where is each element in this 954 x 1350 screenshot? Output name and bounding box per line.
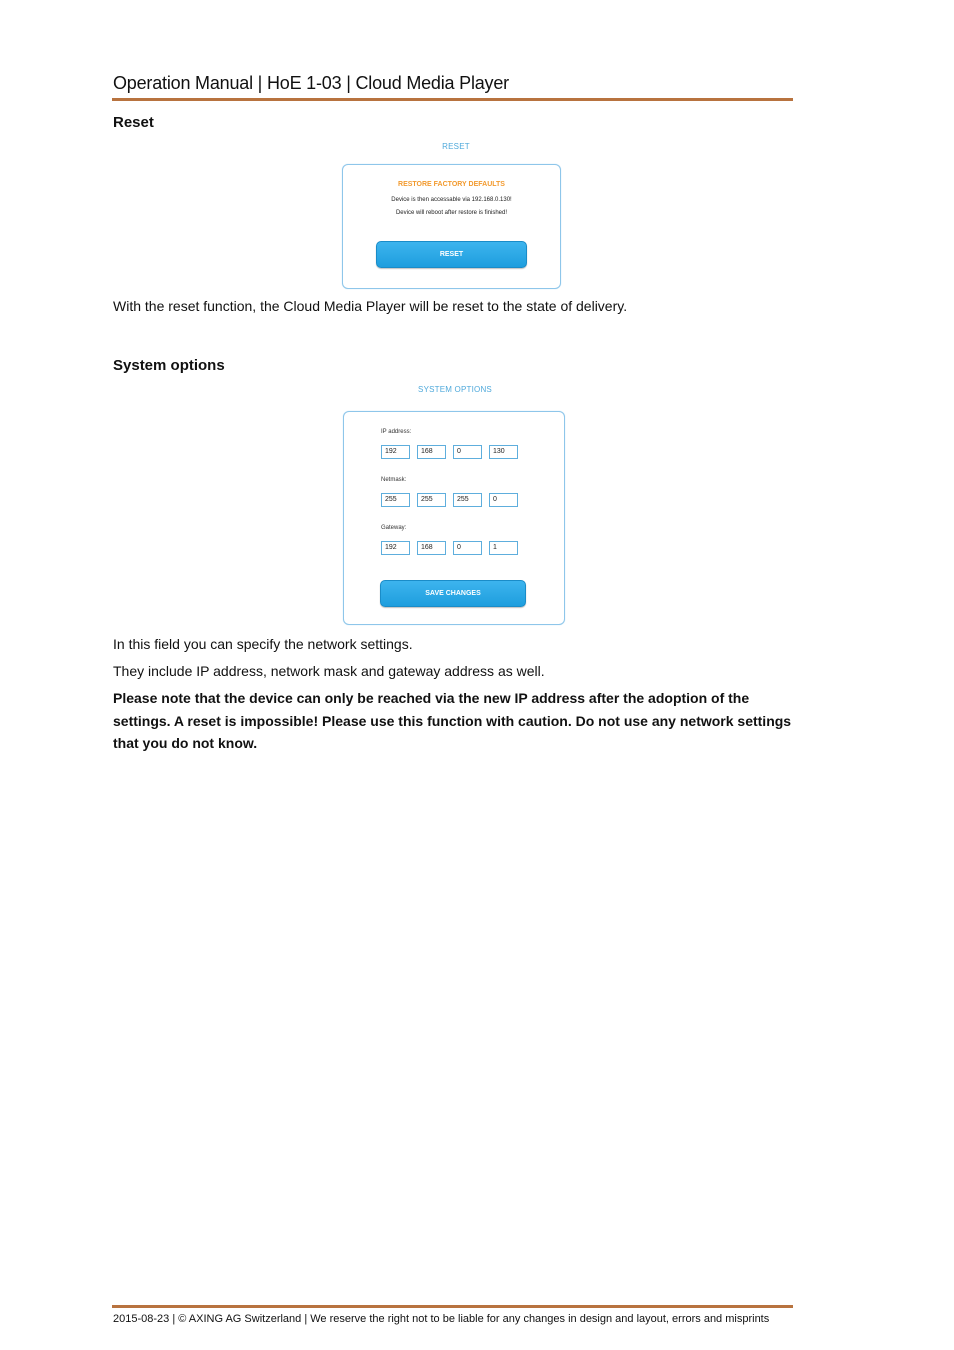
system-options-panel (343, 411, 565, 625)
ip-octet-4-input[interactable]: 130 (489, 445, 518, 459)
netmask-octet-1-input[interactable]: 255 (381, 493, 410, 507)
save-changes-button[interactable]: SAVE CHANGES (380, 580, 526, 607)
gateway-octet-3-input[interactable]: 0 (453, 541, 482, 555)
gateway-octet-1-input[interactable]: 192 (381, 541, 410, 555)
footer-text: 2015-08-23 | © AXING AG Switzerland | We reserve the right not to be liable for any changes in design and layout, errors and misprints (113, 1313, 770, 1325)
ip-address-label: IP address: (381, 429, 412, 435)
header-rule (112, 98, 793, 101)
system-options-heading: System options (113, 357, 225, 374)
reset-panel-title: RESET (442, 142, 470, 151)
system-description-2: They include IP address, network mask and gateway address as well. (113, 663, 545, 679)
system-description-1: In this field you can specify the network settings. (113, 636, 413, 652)
footer-rule (112, 1305, 793, 1308)
netmask-octet-2-input[interactable]: 255 (417, 493, 446, 507)
reset-info-line-1: Device is then accessable via 192.168.0.130! (391, 197, 512, 203)
system-warning: Please note that the device can only be reached via the new IP address after the adoption of the settings. A reset is impossible! Please use this function with caution. Do not use any network settings that you do not know. (113, 690, 792, 751)
netmask-label: Netmask: (381, 477, 407, 483)
gateway-label: Gateway: (381, 525, 407, 531)
netmask-octet-3-input[interactable]: 255 (453, 493, 482, 507)
reset-panel (342, 164, 561, 289)
restore-factory-defaults-label: RESTORE FACTORY DEFAULTS (398, 181, 505, 188)
ip-octet-2-input[interactable]: 168 (417, 445, 446, 459)
ip-octet-3-input[interactable]: 0 (453, 445, 482, 459)
gateway-octet-2-input[interactable]: 168 (417, 541, 446, 555)
reset-heading: Reset (113, 114, 154, 131)
reset-info-line-2: Device will reboot after restore is finished! (395, 210, 508, 216)
gateway-octet-4-input[interactable]: 1 (489, 541, 518, 555)
page-header-title: Operation Manual | HoE 1-03 | Cloud Media Player (113, 73, 509, 93)
system-options-panel-title: SYSTEM OPTIONS (418, 385, 492, 394)
reset-description: With the reset function, the Cloud Media Player will be reset to the state of delivery. (113, 298, 628, 314)
ip-octet-1-input[interactable]: 192 (381, 445, 410, 459)
netmask-octet-4-input[interactable]: 0 (489, 493, 518, 507)
reset-button[interactable]: RESET (376, 241, 527, 268)
